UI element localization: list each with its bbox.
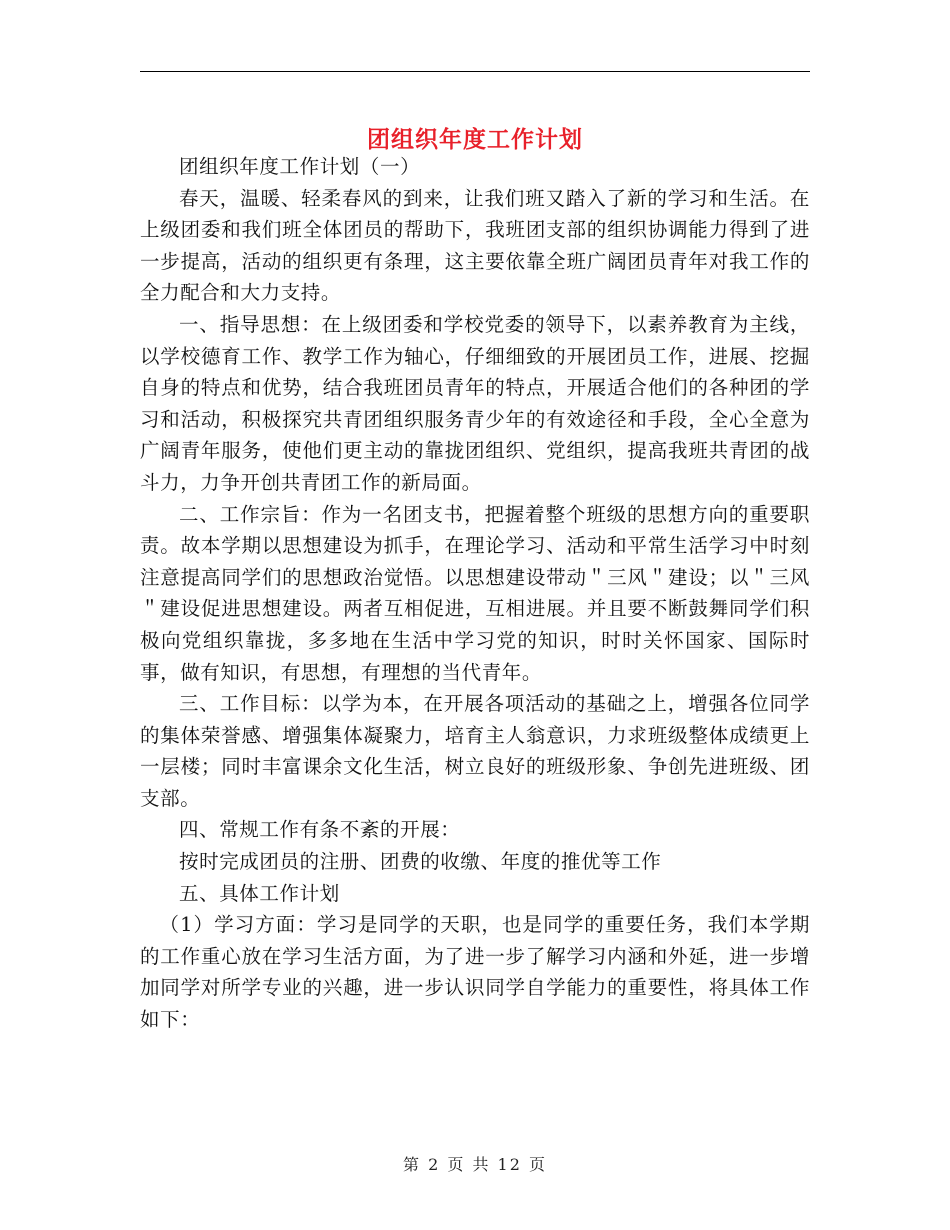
paragraph-work-purpose: 二、工作宗旨：作为一名团支书，把握着整个班级的思想方向的重要职责。故本学期以思想建设为抓手，在理论学习、活动和平常生活学习中时刻注意提高同学们的思想政治觉悟。以思想建设带动＂三风＂建设；以＂三风＂建设促进思想建设。两者互相促进，互相进展。并且要不断鼓舞同学们积极向党组织靠拢，多多地在生活中学习党的知识，时时关怀国家、国际时事，做有知识，有思想，有理想的当代青年。 bbox=[140, 502, 810, 684]
paragraph-routine-detail: 按时完成团员的注册、团费的收缴、年度的推优等工作 bbox=[179, 850, 662, 874]
paragraph-plan-heading: 五、具体工作计划 bbox=[179, 881, 340, 905]
document-body bbox=[140, 151, 810, 1036]
section-heading: 团组织年度工作计划（一） bbox=[179, 155, 421, 178]
header-rule bbox=[140, 71, 810, 72]
document-title: 团组织年度工作计划 bbox=[367, 126, 583, 154]
paragraph-study-plan: （1）学习方面：学习是同学的天职，也是同学的重要任务，我们本学期的工作重心放在学习生活方面，为了进一步了解学习内涵和外延，进一步增加同学对所学专业的兴趣，进一步认识同学自学能力的重要性，将具体工作如下： bbox=[140, 913, 810, 1032]
paragraph-intro: 春天，温暖、轻柔春风的到来，让我们班又踏入了新的学习和生活。在上级团委和我们班全体团员的帮助下，我班团支部的组织协调能力得到了进一步提高，活动的组织更有条理，这主要依靠全班广阔团员青年对我工作的全力配合和大力支持。 bbox=[140, 186, 810, 305]
paragraph-guiding-thought: 一、指导思想：在上级团委和学校党委的领导下，以素养教育为主线，以学校德育工作、教学工作为轴心，仔细细致的开展团员工作，进展、挖掘自身的特点和优势，结合我班团员青年的特点，开展适合他们的各种团的学习和活动，积极探究共青团组织服务青少年的有效途径和手段，全心全意为广阔青年服务，使他们更主动的靠拢团组织、党组织，提高我班共青团的战斗力，力争开创共青团工作的新局面。 bbox=[140, 312, 810, 494]
paragraph-work-goal: 三、工作目标：以学为本，在开展各项活动的基础之上，增强各位同学的集体荣誉感、增强集体凝聚力，培育主人翁意识，力求班级整体成绩更上一层楼；同时丰富课余文化生活，树立良好的班级形象、争创先进班级、团支部。 bbox=[140, 692, 810, 810]
paragraph-routine-work: 四、常规工作有条不紊的开展： bbox=[179, 818, 461, 842]
page-number: 第 2 页 共 12 页 bbox=[403, 1155, 547, 1174]
